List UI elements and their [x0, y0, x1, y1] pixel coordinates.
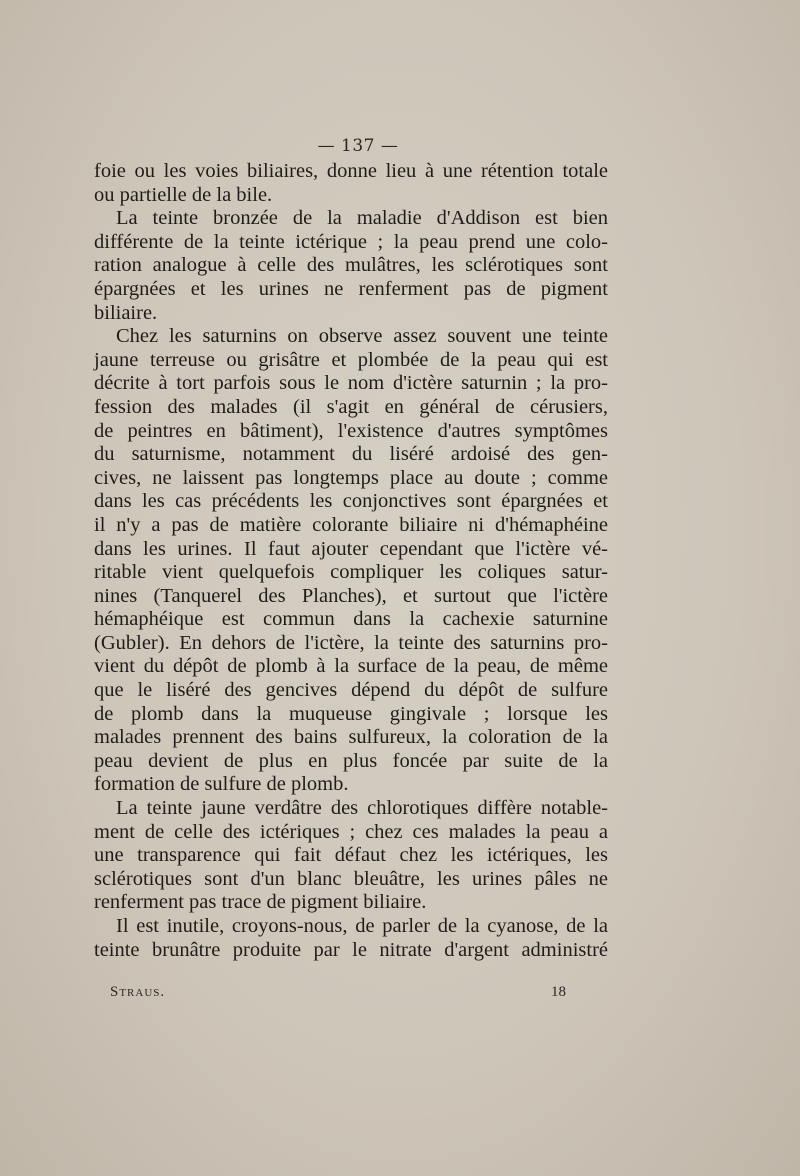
text-line: décrite à tort parfois sous le nom d'ictère saturnin ; la pro- — [94, 372, 608, 395]
text-line: (Gubler). En dehors de l'ictère, la teinte des saturnins pro- — [94, 631, 608, 654]
text-line: Chez les saturnins on observe assez souvent une teinte — [116, 325, 608, 348]
sheet-number: 18 — [551, 984, 566, 1000]
text-line: Il est inutile, croyons-nous, de parler de la cyanose, de la — [116, 915, 608, 937]
text-line: La teinte jaune verdâtre des chlorotiques diffère notable- — [116, 797, 608, 820]
body-text — [94, 160, 608, 962]
text-line: teinte brunâtre produite par le nitrate d'argent administré — [94, 938, 608, 961]
text-line: La teinte bronzée de la maladie d'Addison est bien — [116, 207, 608, 230]
text-line: peau devient de plus en plus foncée par suite de la — [94, 749, 608, 772]
text-line: sclérotiques sont d'un blanc bleuâtre, les urines pâles ne — [94, 867, 608, 890]
text-line: ment de celle des ictériques ; chez ces malades la peau a — [94, 820, 608, 843]
text-line: jaune terreuse ou grisâtre et plombée de la peau qui est — [94, 348, 608, 371]
page-number: — 137 — — [317, 136, 399, 156]
text-line: malades prennent des bains sulfureux, la coloration de la — [94, 726, 608, 749]
page-footer — [110, 984, 566, 1001]
text-line: de peintres en bâtiment), l'existence d'autres symptômes — [94, 419, 608, 442]
text-line: épargnées et les urines ne renferment pas de pigment — [94, 277, 608, 300]
text-line: du saturnisme, notamment du liséré ardoisé des gen- — [94, 443, 608, 466]
signature-mark: Straus. — [110, 984, 166, 1000]
text-line: dans les urines. Il faut ajouter cependant que l'ictère vé- — [94, 537, 608, 560]
text-line: ration analogue à celle des mulâtres, les sclérotiques sont — [94, 254, 608, 277]
text-line: cives, ne laissent pas longtemps place au doute ; comme — [94, 466, 608, 489]
text-line: fession des malades (il s'agit en général de cérusiers, — [94, 395, 608, 418]
text-line: de plomb dans la muqueuse gingivale ; lorsque les — [94, 702, 608, 725]
text-line: foie ou les voies biliaires, donne lieu à une rétention totale — [94, 160, 608, 182]
text-line: renferment pas trace de pigment biliaire. — [94, 891, 427, 914]
text-line: dans les cas précédents les conjonctives sont épargnées et — [94, 490, 608, 513]
text-line: ritable vient quelquefois compliquer les coliques satur- — [94, 561, 608, 584]
text-line: hémaphéique est commun dans la cachexie saturnine — [94, 608, 608, 631]
text-line: il n'y a pas de matière colorante biliaire ni d'hémaphéine — [94, 513, 608, 536]
text-line: ou partielle de la bile. — [94, 183, 273, 206]
text-line: biliaire. — [94, 301, 158, 324]
text-line: formation de sulfure de plomb. — [94, 773, 349, 796]
text-line: différente de la teinte ictérique ; la peau prend une colo- — [94, 230, 608, 253]
text-line: une transparence qui fait défaut chez les ictériques, les — [94, 844, 608, 867]
text-line: vient du dépôt de plomb à la surface de la peau, de même — [94, 655, 608, 678]
text-line: que le liséré des gencives dépend du dépôt de sulfure — [94, 679, 608, 702]
text-line: nines (Tanquerel des Planches), et surtout que l'ictère — [94, 584, 608, 607]
